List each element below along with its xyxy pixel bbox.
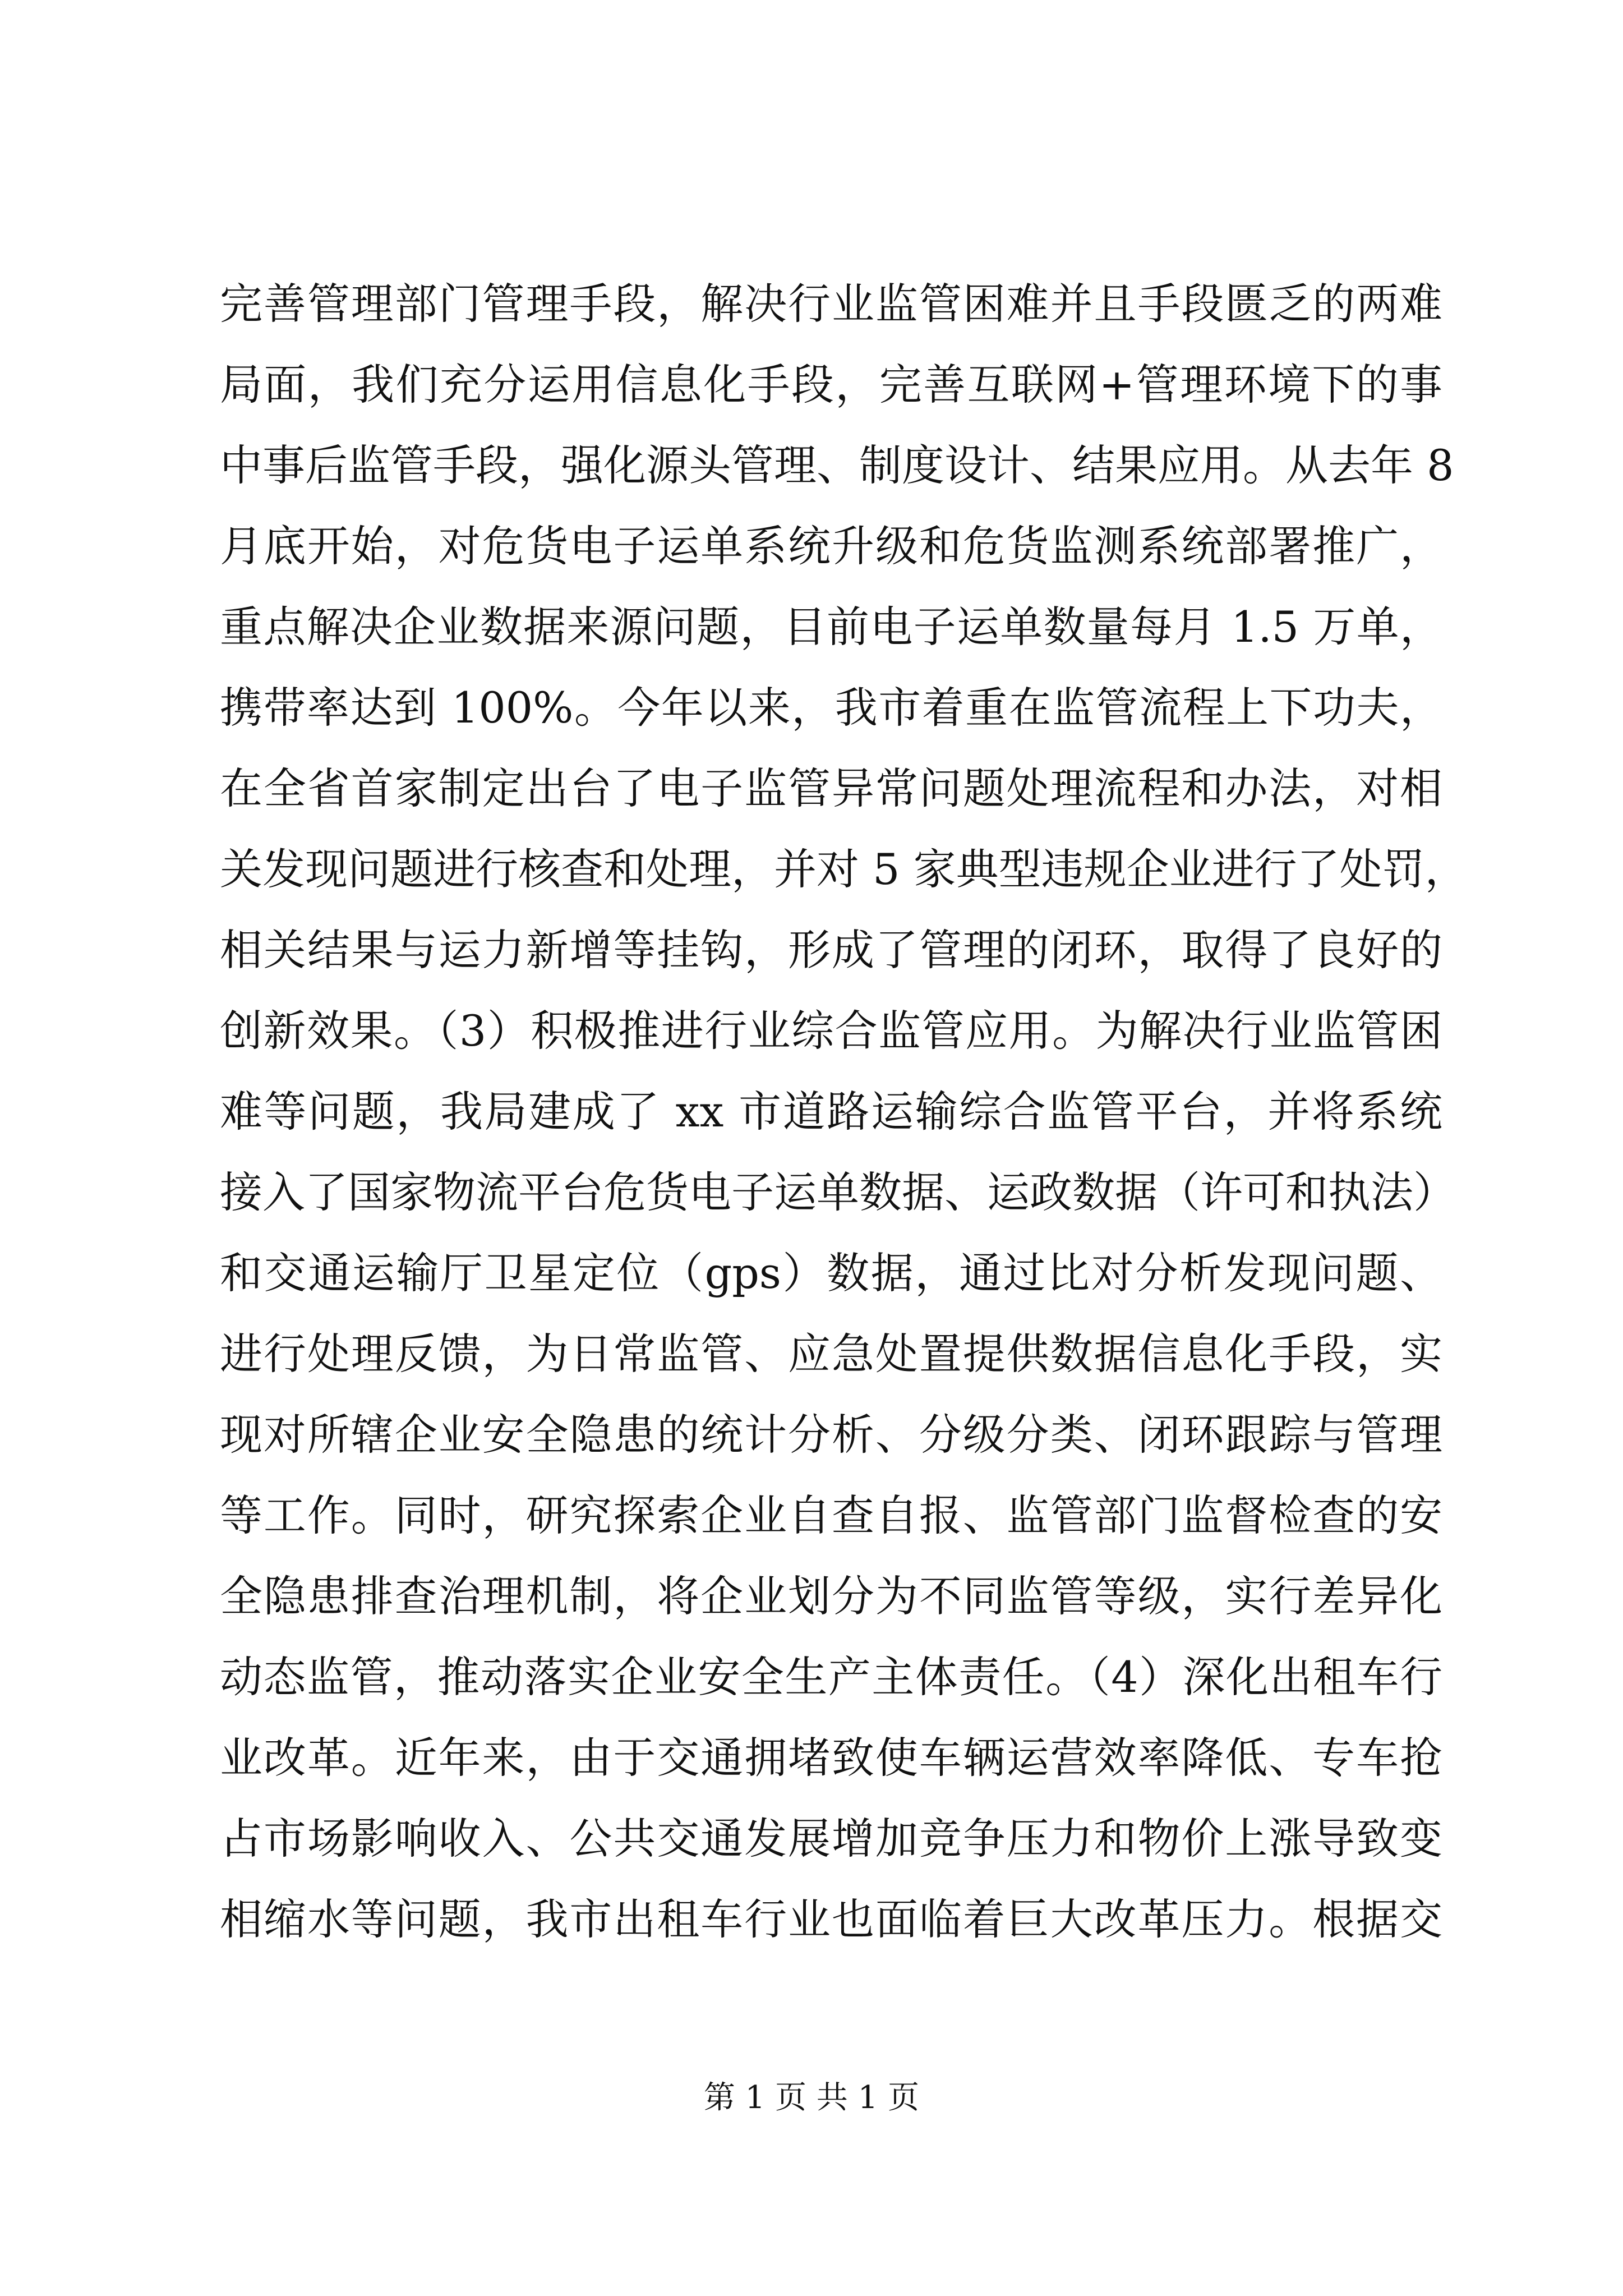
text-line: 难等问题，我局建成了 xx 市道路运输综合监管平台，并将系统 xyxy=(220,1087,1442,1137)
text-line: 接入了国家物流平台危货电子运单数据、运政数据（许可和执法） xyxy=(220,1167,1456,1217)
text-line: 相缩水等问题，我市出租车行业也面临着巨大改革压力。根据交 xyxy=(220,1894,1442,1944)
text-line: 动态监管，推动落实企业安全生产主体责任。（4）深化出租车行 xyxy=(220,1652,1442,1702)
text-line: 月底开始，对危货电子运单系统升级和危货监测系统部署推广， xyxy=(220,521,1442,571)
text-line: 关发现问题进行核查和处理，并对 5 家典型违规企业进行了处罚， xyxy=(220,844,1468,894)
text-line: 占市场影响收入、公共交通发展增加竞争压力和物价上涨导致变 xyxy=(220,1814,1442,1864)
text-line: 全隐患排查治理机制，将企业划分为不同监管等级，实行差异化 xyxy=(220,1571,1442,1621)
page-footer xyxy=(0,2076,1623,2120)
text-line: 进行处理反馈，为日常监管、应急处置提供数据信息化手段，实 xyxy=(220,1329,1442,1379)
text-line: 等工作。同时，研究探索企业自查自报、监管部门监督检查的安 xyxy=(220,1490,1442,1540)
text-line: 中事后监管手段，强化源头管理、制度设计、结果应用。从去年 8 xyxy=(220,440,1454,490)
page-number-label: 第 1 页 共 1 页 xyxy=(703,2079,920,2116)
body-text xyxy=(220,264,1468,1960)
text-line: 业改革。近年来，由于交通拥堵致使车辆运营效率降低、专车抢 xyxy=(220,1733,1442,1783)
text-line: 在全省首家制定出台了电子监管异常问题处理流程和办法，对相 xyxy=(220,763,1442,813)
text-line: 创新效果。（3）积极推进行业综合监管应用。为解决行业监管困 xyxy=(220,1006,1442,1056)
text-line: 现对所辖企业安全隐患的统计分析、分级分类、闭环跟踪与管理 xyxy=(220,1410,1442,1460)
text-line: 携带率达到 100%。今年以来，我市着重在监管流程上下功夫， xyxy=(220,683,1442,733)
text-line: 重点解决企业数据来源问题，目前电子运单数量每月 1.5 万单， xyxy=(220,602,1442,652)
text-line: 和交通运输厅卫星定位（gps）数据，通过比对分析发现问题、 xyxy=(220,1248,1442,1298)
text-line: 相关结果与运力新增等挂钩，形成了管理的闭环，取得了良好的 xyxy=(220,925,1442,975)
text-line: 完善管理部门管理手段，解决行业监管困难并且手段匮乏的两难 xyxy=(220,279,1442,329)
text-line: 局面，我们充分运用信息化手段，完善互联网+管理环境下的事 xyxy=(220,360,1442,409)
